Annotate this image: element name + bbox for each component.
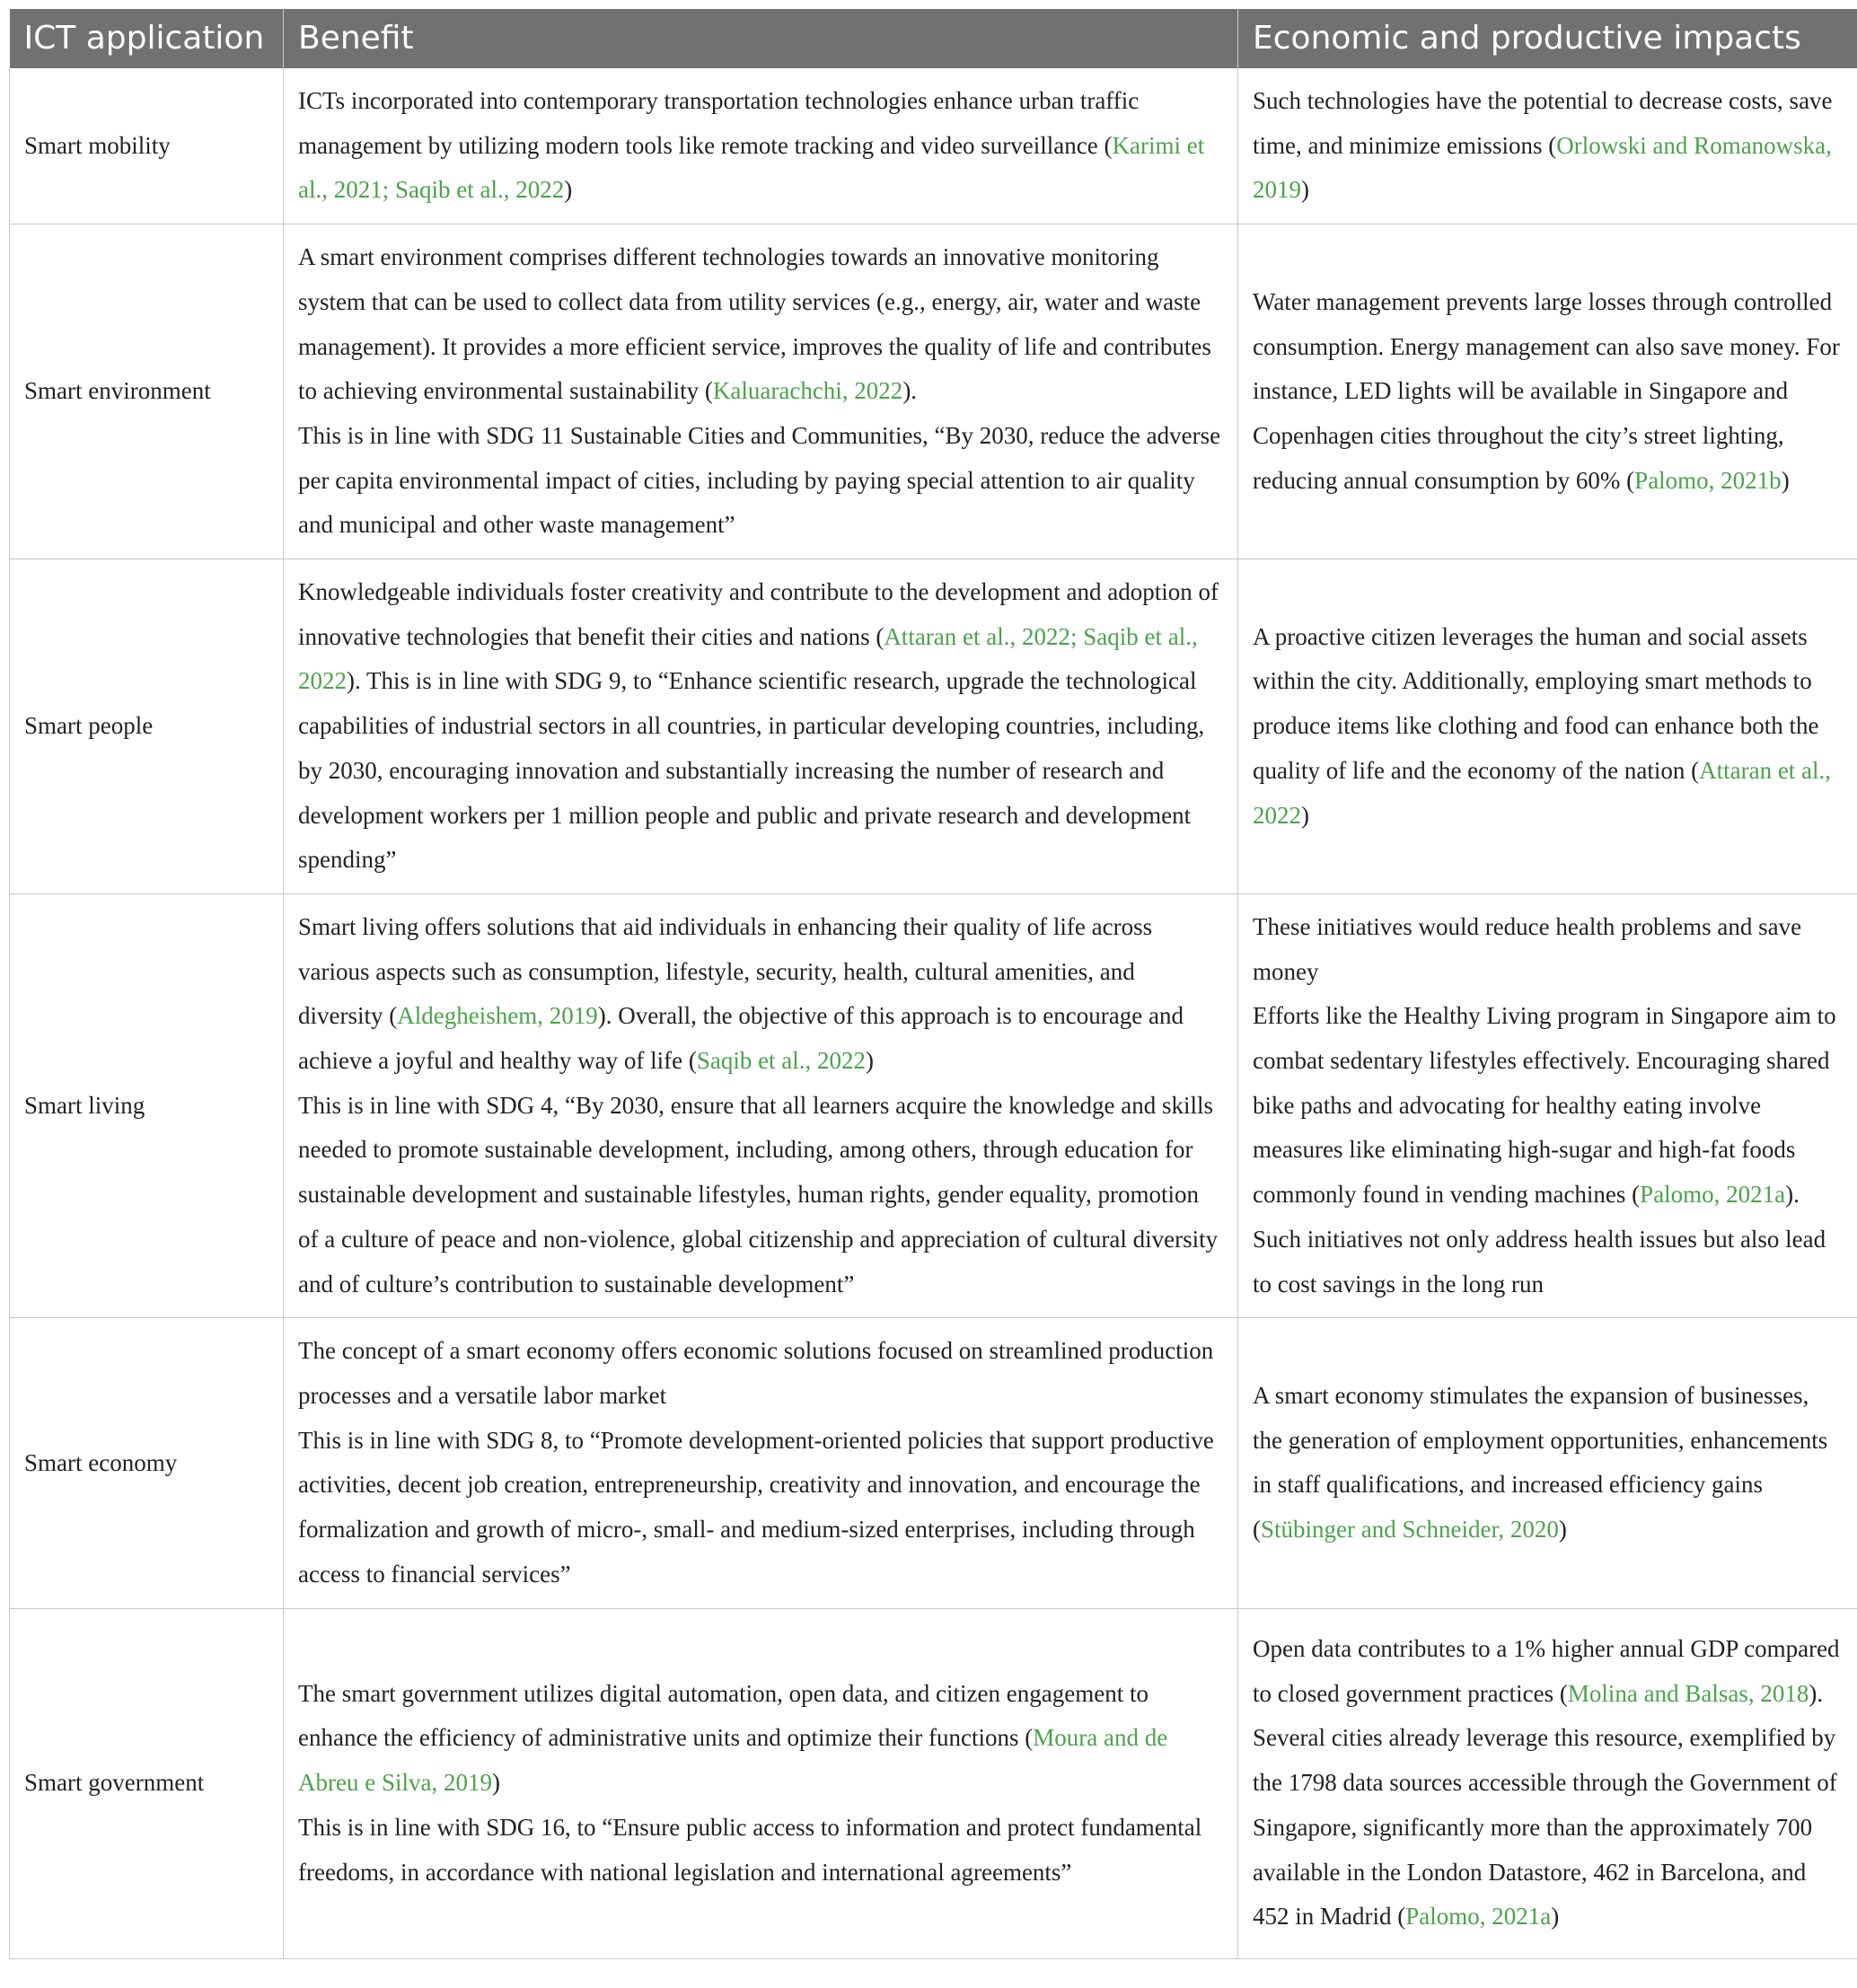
paragraph — [298, 235, 1223, 414]
cell-benefit — [284, 1608, 1238, 1958]
cell-benefit — [284, 68, 1238, 224]
cell-text: The concept of a smart economy offers economic solutions focused on streamlined production processes and a versatile labor market — [298, 1337, 1214, 1409]
cell-text: ) — [1551, 1903, 1560, 1931]
cell-economic-impacts — [1238, 1608, 1857, 1958]
paragraph — [298, 79, 1223, 213]
cell-benefit — [284, 224, 1238, 559]
paragraph — [1253, 1627, 1843, 1940]
cell-economic-impacts — [1238, 68, 1857, 224]
paragraph — [298, 1672, 1223, 1806]
cell-text: A proactive citizen leverages the human and social assets within the city. Additionally, employing smart methods to produce items like clothing and food can enhance both the quality of life and the economy of the nation ( — [1253, 622, 1819, 784]
header-ict-application: ICT application — [10, 9, 284, 68]
table-row — [10, 1608, 1857, 1958]
cell-ict-application: Smart government — [10, 1608, 284, 1958]
header-benefit: Benefit — [284, 9, 1238, 68]
cell-text: ). Such initiatives not only address health issues but also lead to cost savings in the long run — [1253, 1181, 1826, 1297]
header-row — [10, 9, 1857, 68]
citation-link[interactable]: Kaluarachchi, 2022 — [712, 377, 903, 405]
citation-link[interactable]: Attaran et al., 2022 — [1253, 756, 1832, 829]
table-row — [10, 224, 1857, 559]
citation-link[interactable]: Palomo, 2021a — [1640, 1181, 1786, 1209]
cell-benefit — [284, 893, 1238, 1317]
cell-text: Smart living offers solutions that aid individuals in enhancing their quality of life across various aspects such as consumption, lifestyle, security, health, cultural amenities, and diversity ( — [298, 912, 1153, 1030]
cell-text: Water management prevents large losses through controlled consumption. Energy management can also save money. For instance, LED lights will be available in Singapore and Copenhagen cities throughout the city’s street lighting, reducing annual consumption by 60% ( — [1253, 287, 1840, 494]
cell-text: This is in line with SDG 11 Sustainable Cities and Communities, “By 2030, reduce the adverse per capita environmental impact of cities, including by paying special attention to air quality and municipal and other waste management” — [298, 421, 1221, 539]
cell-text: ). Overall, the objective of this approach is to encourage and achieve a joyful and healthy way of life ( — [298, 1002, 1184, 1075]
cell-ict-application: Smart environment — [10, 224, 284, 559]
paragraph — [298, 570, 1223, 883]
paragraph — [298, 1084, 1223, 1307]
cell-economic-impacts — [1238, 224, 1857, 559]
cell-text: This is in line with SDG 8, to “Promote development-oriented policies that support productive activities, decent job creation, entrepreneurship, creativity and innovation, and encourage the formalization and growth of micro-, small- and medium-sized enterprises, including through access to financial services” — [298, 1426, 1214, 1588]
table-row — [10, 893, 1857, 1317]
cell-ict-application: Smart economy — [10, 1318, 284, 1608]
cell-text: ). Several cities already leverage this resource, exemplified by the 1798 data sources accessible through the Government of Singapore, significantly more than the approximately 700 available in the London Datastore, 462 in Barcelona, and 452 in Madrid ( — [1253, 1679, 1837, 1931]
citation-link[interactable]: Molina and Balsas, 2018 — [1567, 1679, 1809, 1707]
paragraph — [298, 905, 1223, 1084]
cell-text: ) — [1781, 466, 1790, 494]
table-body — [10, 68, 1857, 1958]
table-row — [10, 68, 1857, 224]
ict-applications-table-container — [9, 9, 1857, 1959]
table-row — [10, 1318, 1857, 1608]
citation-link[interactable]: Stübinger and Schneider, 2020 — [1261, 1516, 1559, 1544]
cell-text: ) — [1301, 176, 1309, 204]
cell-benefit — [284, 1318, 1238, 1608]
paragraph — [298, 414, 1223, 548]
cell-text: ) — [1301, 801, 1309, 829]
cell-text: This is in line with SDG 16, to “Ensure public access to information and protect fundamental freedoms, in accordance with national legislation and international agreements” — [298, 1813, 1202, 1886]
paragraph — [1253, 79, 1843, 213]
paragraph — [298, 1419, 1223, 1597]
cell-text: This is in line with SDG 4, “By 2030, ensure that all learners acquire the knowledge and skills needed to promote sustainable development, including, among others, through education for sustainable development and sustainable lifestyles, human rights, gender equality, promotion of a culture of peace and non-violence, global citizenship and appreciation of cultural diversity and of culture’s contribution to sustainable development” — [298, 1091, 1219, 1297]
citation-link[interactable]: Palomo, 2021b — [1634, 466, 1782, 494]
cell-ict-application: Smart mobility — [10, 68, 284, 224]
paragraph — [1253, 905, 1843, 994]
cell-text: The smart government utilizes digital automation, open data, and citizen engagement to enhance the efficiency of administrative units and optimize their functions ( — [298, 1679, 1149, 1752]
cell-text: ) — [1558, 1516, 1567, 1544]
paragraph — [1253, 615, 1843, 839]
cell-text: ) — [491, 1769, 500, 1797]
citation-link[interactable]: Attaran et al., 2022; Saqib et al., 2022 — [298, 622, 1198, 695]
citation-link[interactable]: Aldegheishem, 2019 — [397, 1002, 598, 1030]
cell-ict-application: Smart people — [10, 559, 284, 894]
cell-text: Efforts like the Healthy Living program in Singapore aim to combat sedentary lifestyles effectively. Encouraging shared bike paths and advocating for healthy eating involve measures like eliminating high-sugar and high-fat foods commonly found in vending machines ( — [1253, 1002, 1836, 1209]
paragraph — [298, 1329, 1223, 1418]
cell-text: Open data contributes to a 1% higher annual GDP compared to closed government practices ( — [1253, 1635, 1840, 1707]
citation-link[interactable]: Orlowski and Romanowska, 2019 — [1253, 131, 1832, 204]
cell-text: Such technologies have the potential to decrease costs, save time, and minimize emissions ( — [1253, 87, 1833, 159]
cell-text: A smart economy stimulates the expansion of businesses, the generation of employment opportunities, enhancements in staff qualifications, and increased efficiency gains ( — [1253, 1381, 1828, 1544]
citation-link[interactable]: Saqib et al., 2022 — [696, 1047, 867, 1075]
cell-text: ICTs incorporated into contemporary transportation technologies enhance urban traffic management by utilizing modern tools like remote tracking and video surveillance ( — [298, 87, 1140, 159]
citation-link[interactable]: Palomo, 2021a — [1405, 1903, 1552, 1931]
cell-economic-impacts — [1238, 559, 1857, 894]
paragraph — [1253, 280, 1843, 504]
cell-text: These initiatives would reduce health problems and save money — [1253, 912, 1802, 985]
cell-text: A smart environment comprises different technologies towards an innovative monitoring system that can be used to collect data from utility services (e.g., energy, air, water and waste management). It provides a more efficient service, improves the quality of life and contributes to achieving environmental sustainability ( — [298, 243, 1211, 405]
cell-text: Knowledgeable individuals foster creativity and contribute to the development and adoption of innovative technologies that benefit their cities and nations ( — [298, 578, 1219, 650]
cell-ict-application: Smart living — [10, 893, 284, 1317]
cell-text: ) — [866, 1047, 875, 1075]
ict-applications-table — [9, 9, 1857, 1959]
cell-economic-impacts — [1238, 1318, 1857, 1608]
cell-benefit — [284, 559, 1238, 894]
paragraph — [298, 1806, 1223, 1895]
citation-link[interactable]: Karimi et al., 2021; Saqib et al., 2022 — [298, 131, 1205, 204]
cell-economic-impacts — [1238, 893, 1857, 1317]
cell-text: ) — [564, 176, 573, 204]
header-economic-impacts: Economic and productive impacts — [1238, 9, 1857, 68]
paragraph — [1253, 994, 1843, 1306]
table-row — [10, 559, 1857, 894]
citation-link[interactable]: Moura and de Abreu e Silva, 2019 — [298, 1724, 1168, 1797]
paragraph — [1253, 1374, 1843, 1553]
cell-text: ). — [902, 377, 918, 405]
cell-text: ). This is in line with SDG 9, to “Enhance scientific research, upgrade the technological capabilities of industrial sectors in all countries, in particular developing countries, including, by 2030, encouraging innovation and substantially increasing the number of research and development workers per 1 million people and public and private research and development spending” — [298, 667, 1205, 874]
